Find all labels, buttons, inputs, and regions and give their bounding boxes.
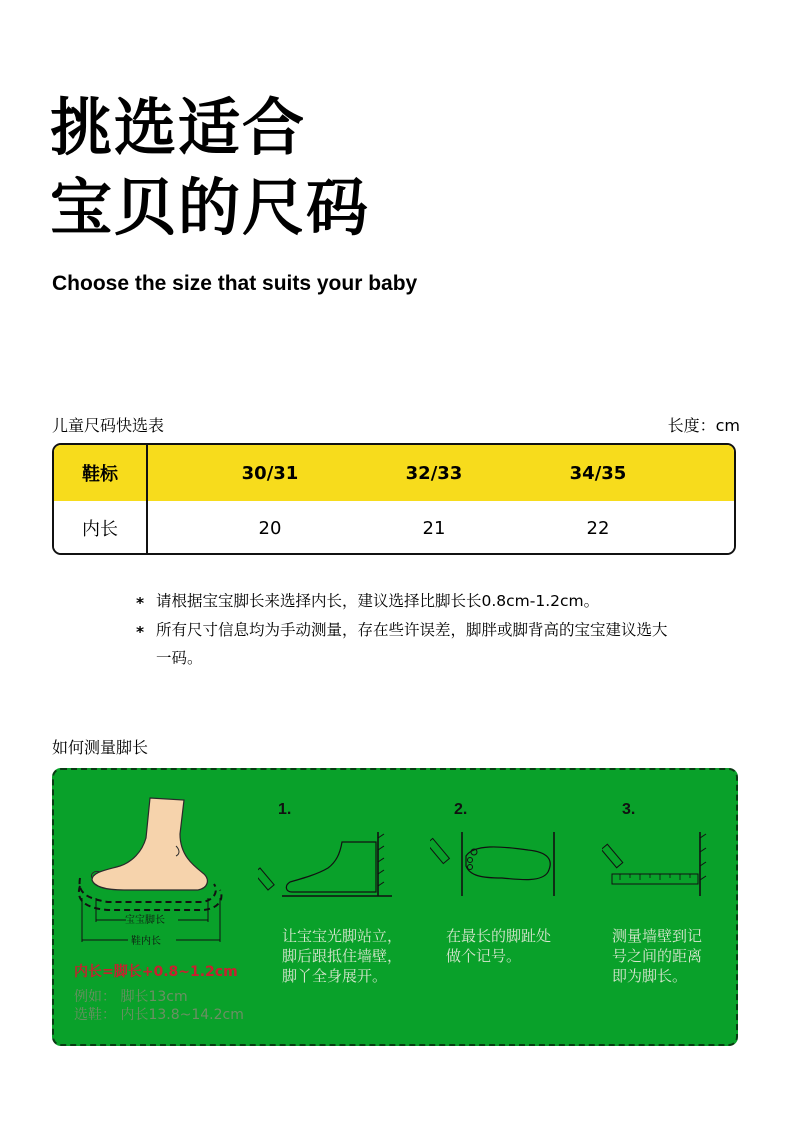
title-line-2: 宝贝的尺码 bbox=[50, 171, 371, 244]
note-text: 所有尺寸信息均为手动测量，存在些许误差，脚胖或脚背高的宝宝建议选大一码。 bbox=[156, 620, 668, 667]
step-text-line: 脚后跟抵住墙壁， bbox=[282, 947, 403, 965]
step-text-line: 号之间的距离 bbox=[612, 947, 703, 965]
example-text bbox=[74, 988, 244, 1024]
length-cell: 20 bbox=[258, 517, 282, 539]
bullet-icon: * bbox=[136, 622, 145, 641]
size-cell: 32/33 bbox=[405, 462, 463, 484]
length-cell: 22 bbox=[586, 517, 610, 539]
notes bbox=[136, 587, 676, 673]
step-3-number: 3. bbox=[622, 801, 636, 818]
page-title bbox=[50, 88, 370, 248]
step-3-ruler-icon bbox=[602, 830, 712, 902]
step-2-number: 2. bbox=[454, 801, 468, 818]
step-text-line: 在最长的脚趾处 bbox=[446, 927, 552, 945]
step-1-text bbox=[282, 926, 402, 986]
note-text: 请根据宝宝脚长来选择内长，建议选择比脚长长0.8cm-1.2cm。 bbox=[156, 592, 600, 610]
inner-length-label: 鞋内长 bbox=[131, 936, 161, 947]
step-1-foot-against-wall-icon bbox=[258, 830, 398, 902]
measure-caption: 如何测量脚长 bbox=[52, 738, 149, 757]
row-label: 内长 bbox=[54, 501, 148, 555]
foot-length-label: 宝宝脚长 bbox=[125, 915, 165, 926]
note-item bbox=[136, 616, 676, 673]
formula-text: 内长=脚长+0.8~1.2cm bbox=[74, 964, 238, 980]
page-subtitle: Choose the size that suits your baby bbox=[52, 272, 418, 295]
step-text-line: 做个记号。 bbox=[446, 947, 522, 965]
step-2-text bbox=[446, 926, 551, 966]
step-2-mark-toe-icon bbox=[430, 830, 560, 902]
step-text-line: 即为脚长。 bbox=[612, 967, 688, 985]
title-line-1: 挑选适合 bbox=[50, 91, 307, 164]
step-text-line: 脚丫全身展开。 bbox=[282, 967, 388, 985]
size-table-length-row bbox=[54, 501, 734, 555]
header-label: 鞋标 bbox=[54, 445, 148, 501]
step-3-text bbox=[612, 926, 702, 986]
size-table-unit: 长度：cm bbox=[667, 416, 740, 435]
step-text-line: 测量墙壁到记 bbox=[612, 927, 703, 945]
size-cell: 34/35 bbox=[569, 462, 627, 484]
step-text-line: 让宝宝光脚站立， bbox=[282, 927, 403, 945]
size-table-caption: 儿童尺码快选表 bbox=[52, 416, 165, 435]
step-1-number: 1. bbox=[278, 801, 292, 818]
size-table-header-row bbox=[54, 445, 734, 503]
size-table bbox=[52, 443, 736, 555]
example-line: 例如： 脚长13cm bbox=[74, 989, 188, 1005]
measure-panel bbox=[52, 768, 738, 1046]
size-cell: 30/31 bbox=[241, 462, 299, 484]
length-cell: 21 bbox=[422, 517, 446, 539]
bullet-icon: * bbox=[136, 594, 145, 612]
note-item bbox=[136, 587, 676, 616]
example-line: 选鞋： 内长13.8~14.2cm bbox=[74, 1007, 244, 1023]
